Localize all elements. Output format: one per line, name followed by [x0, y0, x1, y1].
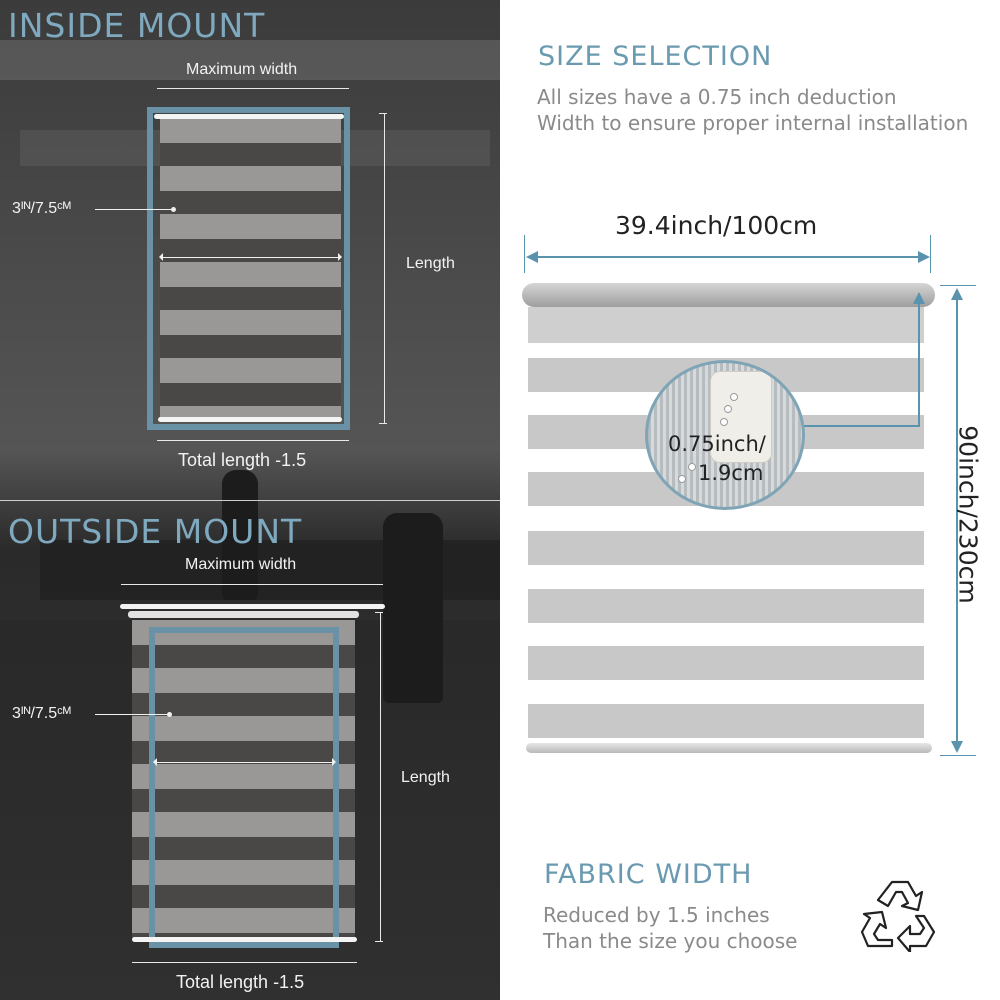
tick	[379, 113, 387, 114]
inside-length-line	[384, 113, 385, 424]
slat-pointer-dot	[171, 207, 176, 212]
size-selection-line2: Width to ensure proper internal installation	[537, 111, 969, 135]
fabric-width-line2: Than the size you choose	[543, 929, 798, 953]
outside-length-line	[380, 612, 381, 942]
bead-chain	[724, 405, 732, 413]
bead-chain	[678, 475, 686, 483]
tick	[379, 423, 387, 424]
inside-max-width-label: Maximum width	[186, 61, 298, 78]
arrow-head	[526, 251, 538, 263]
office-chair	[383, 513, 443, 703]
window-frame	[149, 627, 339, 948]
outside-length-label: Length	[401, 769, 450, 786]
width-arrow	[536, 256, 920, 258]
bead-chain	[720, 418, 728, 426]
tick	[375, 612, 383, 613]
slat-pointer-dot	[167, 712, 172, 717]
bottom-rail	[132, 937, 357, 942]
fabric-band	[528, 646, 924, 680]
fabric-band	[528, 704, 924, 738]
inside-total-length-line	[157, 440, 349, 441]
fabric-band	[528, 307, 924, 343]
inside-max-width-line	[157, 88, 349, 89]
recycle-icon	[858, 876, 942, 952]
bottom-rail	[526, 743, 932, 753]
bottom-rail	[158, 417, 342, 422]
fabric-width-title: FABRIC WIDTH	[544, 859, 753, 890]
height-tick-top	[940, 285, 976, 286]
outside-max-width-label: Maximum width	[185, 556, 297, 573]
height-tick-bottom	[940, 755, 976, 756]
size-selection-title: SIZE SELECTION	[538, 41, 773, 72]
deduction-label-line2: 1.9cm	[698, 461, 764, 485]
slat-pointer	[95, 714, 170, 715]
window-frame	[147, 107, 350, 430]
arrow-head	[913, 292, 925, 304]
section-divider	[0, 500, 500, 501]
zoom-detail	[645, 360, 805, 510]
outside-mount-title: OUTSIDE MOUNT	[8, 512, 303, 551]
arrow-head	[918, 251, 930, 263]
inside-mount-title: INSIDE MOUNT	[8, 6, 266, 45]
deduction-label-line1: 0.75inch/	[668, 432, 766, 456]
width-tick-left	[524, 235, 525, 273]
deduction-line	[802, 425, 920, 427]
head-rail	[120, 604, 385, 609]
arrow-head	[951, 288, 963, 300]
inside-length-label: Length	[406, 255, 455, 272]
inside-slat-label: 3ᴵᴺ/7.5ᶜᴹ	[12, 200, 71, 217]
outside-width-arrow	[157, 762, 332, 763]
roller-tube	[522, 283, 935, 307]
head-rail	[128, 611, 359, 618]
outside-total-length-line	[132, 962, 357, 963]
tick	[375, 941, 383, 942]
bead-chain	[688, 463, 696, 471]
height-dimension: 90inch/230cm	[953, 425, 983, 604]
size-selection-line1: All sizes have a 0.75 inch deduction	[537, 85, 897, 109]
inside-total-length-label: Total length -1.5	[178, 450, 307, 470]
slat-pointer	[95, 209, 173, 210]
bead-chain	[730, 393, 738, 401]
fabric-band	[528, 531, 924, 565]
width-tick-right	[930, 235, 931, 273]
width-dimension: 39.4inch/100cm	[615, 211, 818, 240]
fabric-width-line1: Reduced by 1.5 inches	[543, 903, 770, 927]
fabric-band	[528, 589, 924, 623]
outside-max-width-line	[121, 584, 383, 585]
inside-width-arrow	[163, 257, 338, 258]
outside-total-length-label: Total length -1.5	[176, 972, 305, 992]
arrow-head	[951, 741, 963, 753]
outside-slat-label: 3ᴵᴺ/7.5ᶜᴹ	[12, 705, 71, 722]
head-rail	[154, 114, 344, 119]
deduction-line	[918, 300, 920, 427]
